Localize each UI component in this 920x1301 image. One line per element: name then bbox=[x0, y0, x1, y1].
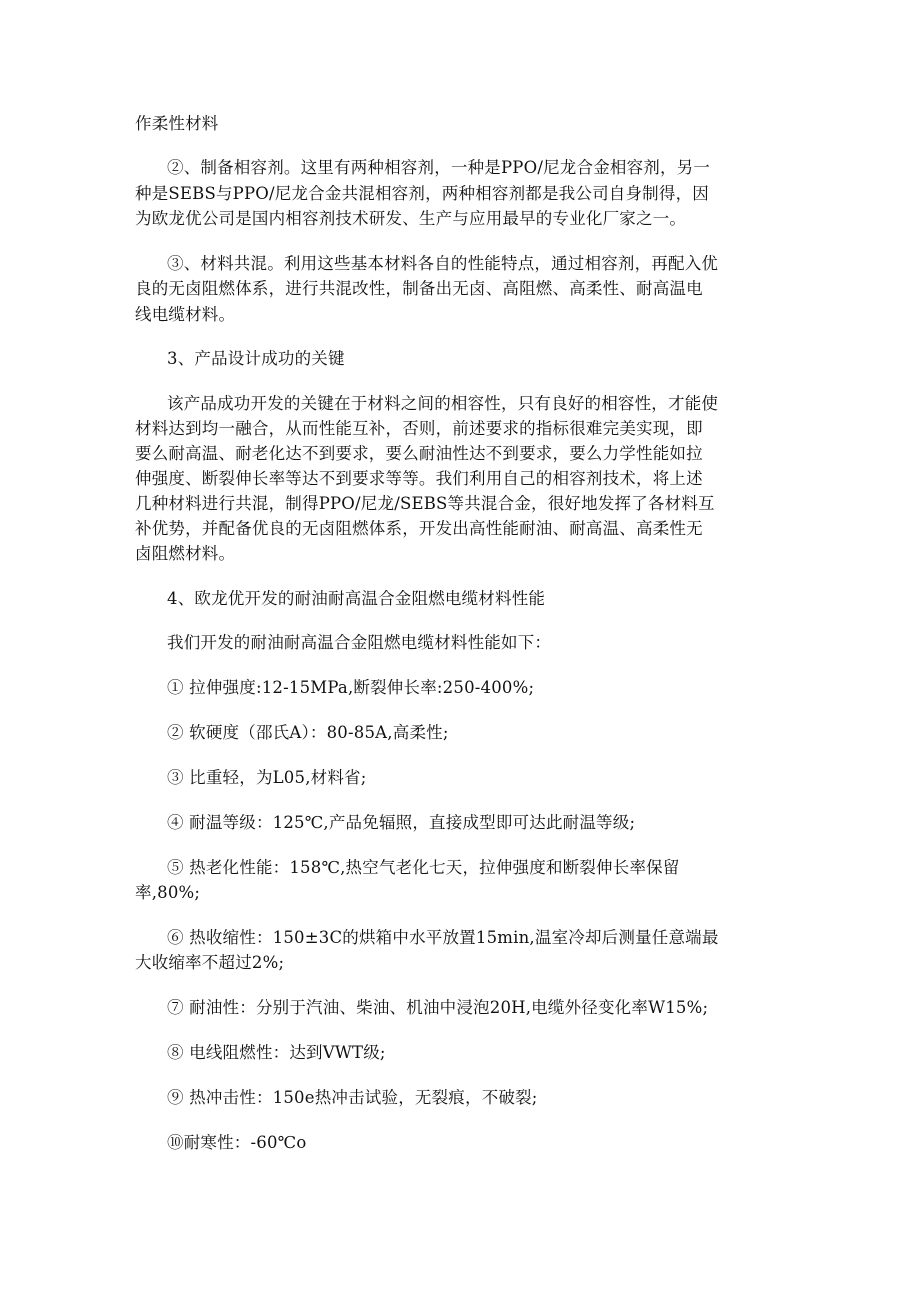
text-line: ②、制备相容剂。这里有两种相容剂，一种是PPO/尼龙合金相容剂，另一 bbox=[167, 158, 711, 177]
text-line: 补优势，并配备优良的无卤阻燃体系，开发出高性能耐油、耐高温、高柔性无 bbox=[135, 519, 703, 538]
text-line: 我们开发的耐油耐高温合金阻燃电缆材料性能如下： bbox=[167, 633, 552, 652]
text-line: 种是SEBS与PPO/尼龙合金共混相容剂，两种相容剂都是我公司自身制得，因 bbox=[135, 184, 709, 203]
text-line: 材料达到均一融合，从而性能互补，否则，前述要求的指标很难完美实现，即 bbox=[135, 419, 703, 438]
text-line: 几种材料进行共混，制得PPO/尼龙/SEBS等共混合金，很好地发挥了各材料互 bbox=[135, 494, 715, 513]
text-line: 良的无卤阻燃体系，进行共混改性，制备出无卤、高阻燃、高柔性、耐高温电 bbox=[135, 279, 703, 298]
text-line: 要么耐高温、耐老化达不到要求，要么耐油性达不到要求，要么力学性能如拉 bbox=[135, 444, 703, 463]
list-item: ⑩耐寒性：-60℃o bbox=[167, 1133, 307, 1152]
list-item-continuation: 大收缩率不超过2%; bbox=[135, 953, 285, 972]
list-item: ⑨ 热冲击性：150e热冲击试验，无裂痕，不破裂; bbox=[167, 1088, 538, 1107]
list-item: ① 拉伸强度:12-15MPa,断裂伸长率:250-400%; bbox=[167, 678, 535, 697]
text-line: ③、材料共混。利用这些基本材料各自的性能特点，通过相容剂，再配入优 bbox=[167, 254, 719, 273]
text-line: 伸强度、断裂伸长率等达不到要求等等。我们利用自己的相容剂技术，将上述 bbox=[135, 469, 703, 488]
list-item: ⑤ 热老化性能：158℃,热空气老化七天，拉伸强度和断裂伸长率保留 bbox=[167, 858, 680, 877]
list-item: ③ 比重轻，为L05,材料省; bbox=[167, 768, 367, 787]
text-line: 该产品成功开发的关键在于材料之间的相容性，只有良好的相容性，才能使 bbox=[167, 394, 719, 413]
list-item-continuation: 率,80%; bbox=[135, 883, 201, 902]
list-item: ④ 耐温等级：125℃,产品免辐照，直接成型即可达此耐温等级; bbox=[167, 813, 636, 832]
text-line: 线电缆材料。 bbox=[135, 305, 236, 324]
section-heading: 3、产品设计成功的关键 bbox=[167, 349, 345, 368]
list-item: ② 软硬度（邵氏A）：80-85A,高柔性; bbox=[167, 723, 449, 742]
list-item: ⑧ 电线阻燃性：达到VWT级; bbox=[167, 1043, 386, 1062]
text-line: 作柔性材料 bbox=[135, 114, 219, 133]
text-line: 为欧龙优公司是国内相容剂技术研发、生产与应用最早的专业化厂家之一。 bbox=[135, 209, 687, 228]
list-item: ⑦ 耐油性：分别于汽油、柴油、机油中浸泡20H,电缆外径变化率W15%; bbox=[167, 998, 709, 1017]
text-line: 卤阻燃材料。 bbox=[135, 544, 236, 563]
section-heading: 4、欧龙优开发的耐油耐高温合金阻燃电缆材料性能 bbox=[167, 589, 546, 608]
list-item: ⑥ 热收缩性：150±3C的烘箱中水平放置15min,温室冷却后测量任意端最 bbox=[167, 928, 719, 947]
